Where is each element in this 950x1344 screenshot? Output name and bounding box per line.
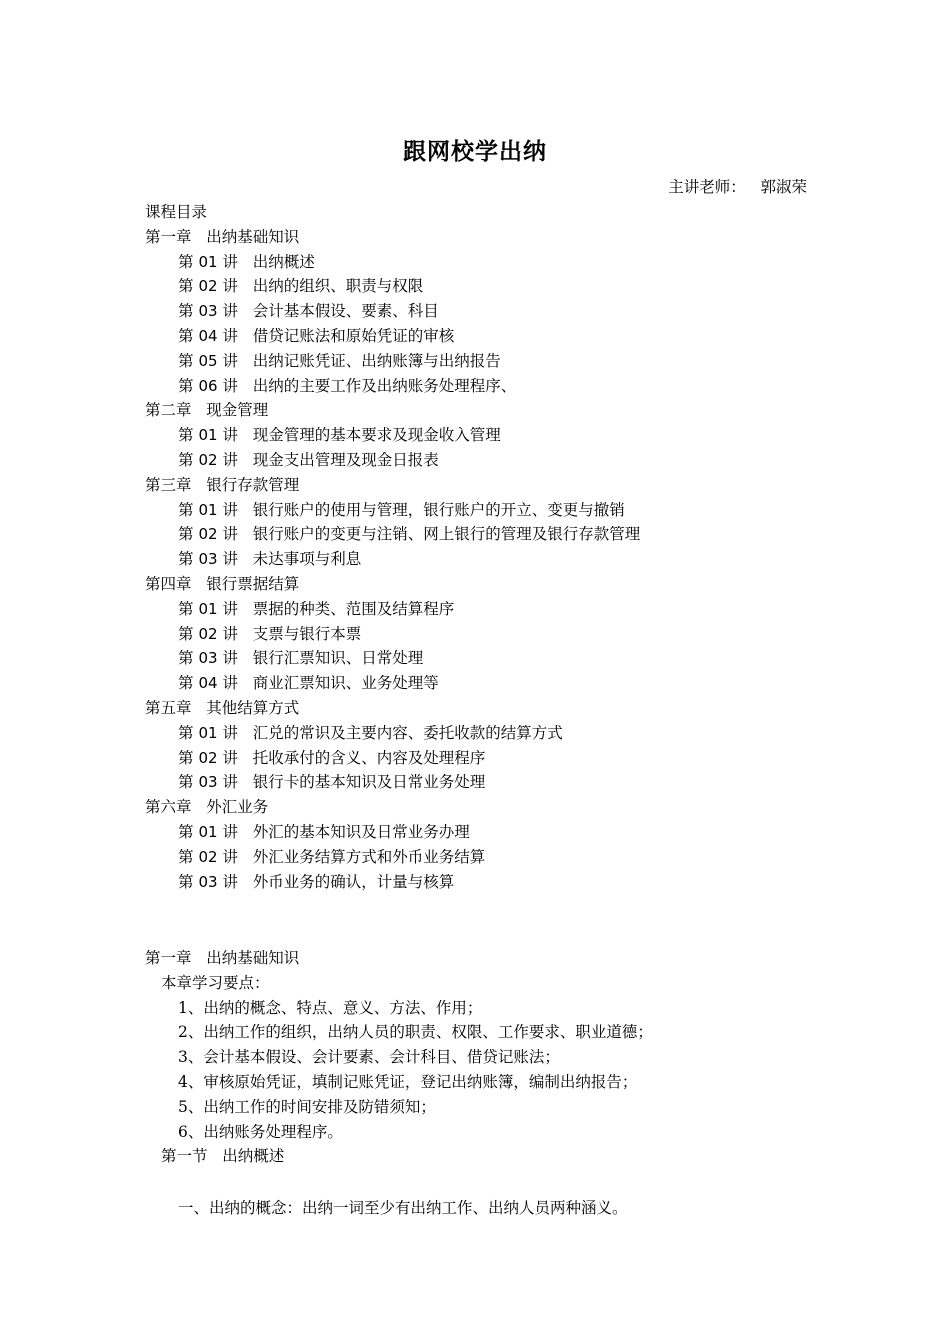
toc-lecture-number: 02 [198,277,218,296]
key-point-item: 4、审核原始凭证，填制记账凭证，登记出纳账簿，编制出纳报告； [178,1072,638,1091]
toc-lecture-suffix: 讲 [222,302,238,321]
toc-chapter [145,696,845,721]
toc-lecture [145,250,845,275]
toc-lecture [145,721,845,746]
toc-lecture-title: 借贷记账法和原始凭证的审核 [252,326,455,345]
body-paragraph: 一、出纳的概念：出纳一词至少有出纳工作、出纳人员两种涵义。 [178,1199,628,1217]
toc-lecture-number: 01 [198,599,218,618]
toc-lecture-suffix: 讲 [222,847,238,866]
toc-chapter-number: 第一章 [145,227,192,246]
toc-lecture-number: 03 [198,649,218,668]
toc-lecture-number: 01 [198,500,218,519]
toc-lecture-suffix: 讲 [222,599,238,618]
toc-lecture-title: 出纳记账凭证、出纳账簿与出纳报告 [252,351,501,370]
toc-lecture-prefix: 第 [178,649,194,668]
toc-lecture-title: 商业汇票知识、业务处理等 [252,674,439,693]
toc-chapter [145,398,845,423]
toc-lecture-number: 03 [198,550,218,569]
toc-lecture [145,646,845,671]
toc-chapter-number: 第五章 [145,698,192,717]
toc-lecture [145,671,845,696]
toc-lecture-suffix: 讲 [222,450,238,469]
toc-lecture [145,597,845,622]
toc-lecture-title: 外汇业务结算方式和外币业务结算 [252,847,486,866]
toc-lecture-prefix: 第 [178,773,194,792]
toc-lecture-prefix: 第 [178,302,194,321]
toc-lecture [145,820,845,845]
toc-lecture-suffix: 讲 [222,822,238,841]
toc-lecture-title: 未达事项与利息 [252,550,362,569]
key-point-item: 3、会计基本假设、会计要素、会计科目、借贷记账法； [178,1048,560,1067]
chapter-name: 出纳基础知识 [206,949,300,967]
toc-chapter-number: 第三章 [145,475,192,494]
toc-lecture [145,374,845,399]
toc-lecture-number: 04 [198,326,218,345]
toc-lecture-suffix: 讲 [222,723,238,742]
toc-lecture-number: 02 [198,748,218,767]
toc-chapter-name: 其他结算方式 [206,698,300,717]
toc-lecture-title: 票据的种类、范围及结算程序 [252,599,455,618]
toc-lecture-prefix: 第 [178,723,194,742]
chapter-heading [145,946,845,971]
toc-lecture [145,845,845,870]
document-title: 跟网校学出纳 [403,138,547,165]
teacher-name: 郭淑荣 [760,178,807,196]
toc-lecture [145,498,845,523]
toc-lecture [145,770,845,795]
toc-lecture [145,746,845,771]
toc-lecture-prefix: 第 [178,872,194,891]
toc-chapter [145,225,845,250]
toc-lecture-suffix: 讲 [222,351,238,370]
toc-chapter-number: 第四章 [145,574,192,593]
key-points-heading: 本章学习要点： [161,973,270,992]
section-heading [145,1144,845,1169]
toc-lecture [145,299,845,324]
toc-lecture-number: 02 [198,450,218,469]
toc-lecture-number: 03 [198,302,218,321]
toc-lecture-prefix: 第 [178,525,194,544]
toc-lecture-number: 02 [198,847,218,866]
toc-lecture-title: 现金管理的基本要求及现金收入管理 [252,426,501,445]
toc-chapter-number: 第六章 [145,798,192,817]
toc-chapter-name: 银行存款管理 [206,475,300,494]
toc-lecture-suffix: 讲 [222,872,238,891]
toc-lecture [145,349,845,374]
toc-lecture-suffix: 讲 [222,624,238,643]
toc-chapter-name: 现金管理 [206,401,269,420]
section-name: 出纳概述 [222,1147,285,1166]
toc-lecture-prefix: 第 [178,748,194,767]
toc-lecture [145,448,845,473]
toc-lecture [145,423,845,448]
toc-lecture-number: 05 [198,351,218,370]
toc-lecture-title: 出纳的组织、职责与权限 [252,277,424,296]
toc-lecture-number: 01 [198,426,218,445]
toc-lecture-prefix: 第 [178,500,194,519]
toc-lecture-number: 04 [198,674,218,693]
toc-chapter-name: 银行票据结算 [206,574,300,593]
key-points-list [145,996,845,1145]
toc-lecture-prefix: 第 [178,426,194,445]
toc-lecture-title: 外汇的基本知识及日常业务办理 [252,822,470,841]
toc-lecture-prefix: 第 [178,599,194,618]
toc-lecture-title: 托收承付的含义、内容及处理程序 [252,748,486,767]
toc-lecture-title: 外币业务的确认，计量与核算 [252,872,455,891]
toc-lecture [145,274,845,299]
toc-lecture-number: 03 [198,773,218,792]
toc-chapter [145,795,845,820]
toc-chapter-number: 第二章 [145,401,192,420]
toc-lecture-suffix: 讲 [222,525,238,544]
key-point-item: 5、出纳工作的时间安排及防错须知； [178,1097,436,1116]
toc-lecture [145,622,845,647]
toc-lecture-prefix: 第 [178,674,194,693]
table-of-contents [145,200,845,894]
teacher-credit [668,175,807,199]
toc-lecture-title: 银行账户的使用与管理，银行账户的开立、变更与撤销 [252,500,625,519]
toc-lecture-title: 出纳概述 [252,252,315,271]
toc-chapter-name: 出纳基础知识 [206,227,300,246]
toc-lecture-suffix: 讲 [222,550,238,569]
toc-lecture-number: 01 [198,822,218,841]
toc-lecture-title: 汇兑的常识及主要内容、委托收款的结算方式 [252,723,563,742]
toc-lecture-number: 02 [198,525,218,544]
toc-lecture-suffix: 讲 [222,376,238,395]
toc-lecture-prefix: 第 [178,351,194,370]
toc-lecture-suffix: 讲 [222,773,238,792]
toc-lecture-number: 01 [198,252,218,271]
toc-lecture-number: 03 [198,872,218,891]
toc-chapter [145,572,845,597]
toc-lecture-prefix: 第 [178,252,194,271]
toc-lecture-title: 现金支出管理及现金日报表 [252,450,439,469]
toc-lecture-title: 银行账户的变更与注销、网上银行的管理及银行存款管理 [252,525,641,544]
toc-lecture-suffix: 讲 [222,252,238,271]
toc-lecture-prefix: 第 [178,277,194,296]
key-point-item: 1、出纳的概念、特点、意义、方法、作用； [178,998,483,1017]
toc-lecture [145,547,845,572]
section-number: 第一节 [161,1147,208,1166]
toc-lecture-number: 02 [198,624,218,643]
key-point-item: 6、出纳账务处理程序。 [178,1122,343,1141]
toc-lecture-number: 06 [198,376,218,395]
key-point-item: 2、出纳工作的组织，出纳人员的职责、权限、工作要求、职业道德； [178,1023,653,1042]
toc-lecture-prefix: 第 [178,450,194,469]
toc-lecture-prefix: 第 [178,847,194,866]
toc-chapter-name: 外汇业务 [206,798,269,817]
toc-lecture-suffix: 讲 [222,426,238,445]
chapter-number: 第一章 [145,949,192,967]
toc-lecture-suffix: 讲 [222,748,238,767]
chapter-one-content [145,946,845,1169]
toc-lecture-title: 银行汇票知识、日常处理 [252,649,424,668]
toc-lecture-suffix: 讲 [222,649,238,668]
toc-lecture-prefix: 第 [178,376,194,395]
toc-lecture-prefix: 第 [178,624,194,643]
toc-lecture [145,870,845,895]
toc-lecture-prefix: 第 [178,326,194,345]
toc-heading: 课程目录 [145,203,208,221]
toc-lecture-prefix: 第 [178,550,194,569]
toc-lecture [145,324,845,349]
toc-chapter [145,473,845,498]
toc-lecture-suffix: 讲 [222,500,238,519]
toc-lecture-title: 支票与银行本票 [252,624,362,643]
toc-lecture-suffix: 讲 [222,326,238,345]
toc-lecture [145,522,845,547]
toc-lecture-title: 出纳的主要工作及出纳账务处理程序、 [252,376,517,395]
toc-lecture-prefix: 第 [178,822,194,841]
toc-lecture-suffix: 讲 [222,674,238,693]
toc-lecture-suffix: 讲 [222,277,238,296]
teacher-label: 主讲老师： [668,178,746,196]
toc-lecture-title: 银行卡的基本知识及日常业务处理 [252,773,486,792]
toc-lecture-number: 01 [198,723,218,742]
toc-lecture-title: 会计基本假设、要素、科目 [252,302,439,321]
